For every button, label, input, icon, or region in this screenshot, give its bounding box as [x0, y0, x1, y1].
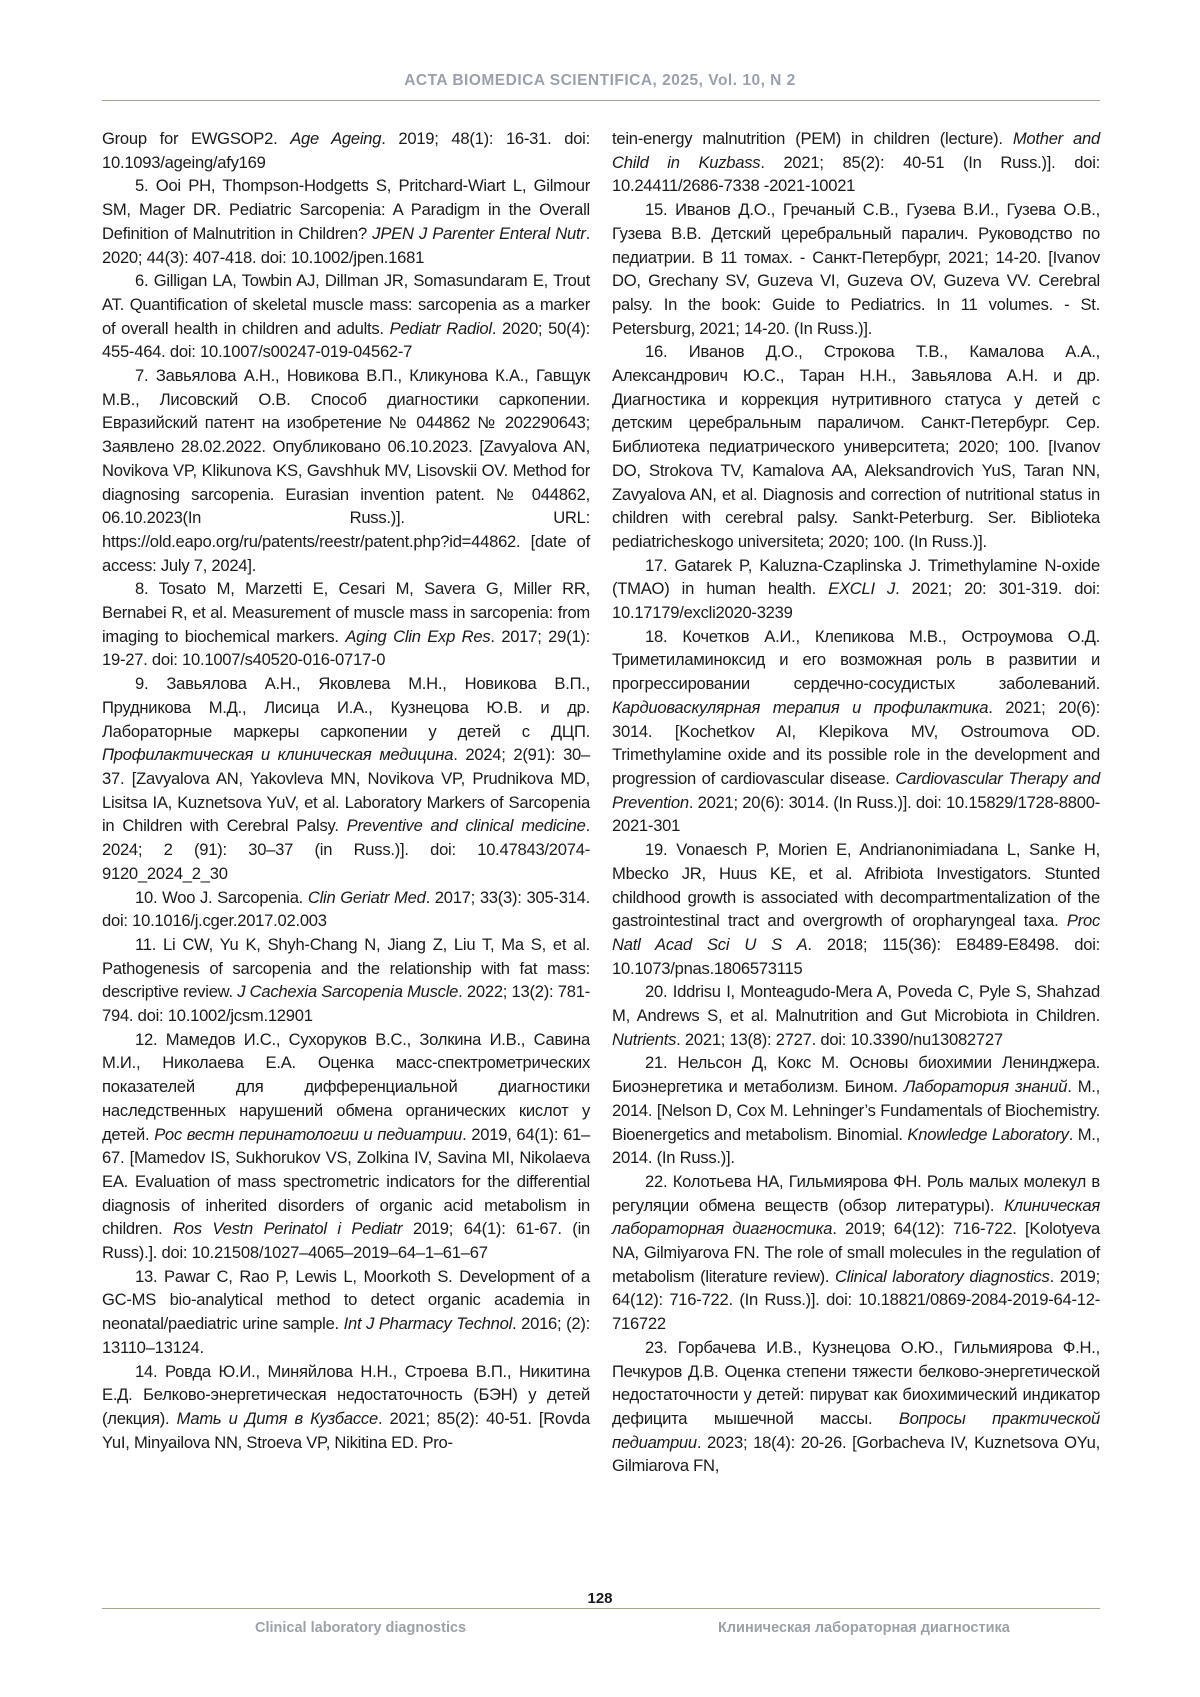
reference-source-title: Nutrients [612, 1029, 677, 1049]
reference-text: . М., 2014. [Nelson D, Cox M. Lehninger’s Fundamentals of Biochemistry. Bioenergetics and metabolism. Binomial. [612, 1077, 1100, 1144]
reference-text: tein-energy malnutrition (PEM) in children (lecture). [612, 129, 1013, 148]
reference-text: . 2021; 85(2): 40-51 (In Russ.)]. doi: 10.24411/2686-7338 -2021-10021 [612, 152, 1100, 196]
reference-source-title: JPEN J Parenter Enteral Nutr [372, 223, 586, 243]
reference-source-title: Proc Natl Acad Sci U S A [612, 911, 1100, 954]
reference-text: . 2019; 48(1): 16-31. doi: 10.1093/ageing/afy169 [102, 129, 590, 172]
reference-entry [612, 554, 1100, 625]
reference-text: 18. Кочетков А.И., Клепикова М.В., Остроумова О.Д. Триметиламиноксид и его возможная роль в развитии и прогрессировании сердечно-сосудистых заболеваний. [612, 626, 1100, 694]
reference-text: 14. Ровда Ю.И., Миняйлова Н.Н., Строева В.П., Никитина Е.Д. Белково-энергетическая недостаточность (БЭН) у детей (лекция). [102, 1361, 590, 1428]
reference-text: . 2021; 85(2): 40-51. [Rovda YuI, Minyailova NN, Stroeva VP, Nikitina ED. Pro- [102, 1408, 590, 1452]
reference-text: . 2016; (2): 13110–13124. [102, 1314, 591, 1357]
footer-journal-title-ru: Клиническая лабораторная диагностика [718, 1620, 1010, 1636]
reference-entry [612, 1051, 1100, 1170]
reference-source-title: Мать и Дитя в Кузбассе [176, 1408, 378, 1428]
references-body [102, 127, 1100, 1589]
reference-entry [612, 1336, 1100, 1478]
reference-text: Group for EWGSOP2. [102, 129, 291, 148]
reference-text: 2019; 64(1): 61-67. (in Russ).]. doi: 10.21508/1027–4065–2019–64–1–61–67 [102, 1219, 590, 1263]
reference-source-title: Рос вестн перинатологии и педиатрии [154, 1124, 463, 1144]
reference-text: 12. Мамедов И.С., Сухоруков В.С., Золкина И.В., Савина М.И., Николаева Е.А. Оценка масс-спектрометрических показателей для дифференциальной диагностики наследственных нарушений обмена органических кислот у детей. [102, 1029, 590, 1144]
reference-text: 21. Нельсон Д, Кокс М. Основы биохимии Ленинджера. Биоэнергетика и метаболизм. Бином. [612, 1053, 1100, 1097]
reference-text: . 2024; 2 (91): 30–37 (in Russ.)]. doi: 10.47843/2074-9120_2024_2_30 [102, 816, 590, 883]
journal-header: ACTA BIOMEDICA SCIENTIFICA, 2025, Vol. 10, N 2 [404, 72, 796, 89]
reference-source-title: Aging Clin Exp Res [345, 626, 491, 646]
reference-text: . 2021; 20(6): 3014. (In Russ.)]. doi: 10.15829/1728-8800-2021-301 [612, 792, 1100, 836]
reference-text: . 2023; 18(4): 20-26. [Gorbacheva IV, Kuznetsova OYu, Gilmiarova FN, [612, 1432, 1100, 1476]
reference-text: 10. Woo J. Sarcopenia. [135, 887, 308, 907]
reference-text: 15. Иванов Д.О., Гречаный С.В., Гузева В.И., Гузева О.В., Гузева В.В. Детский церебральный паралич. Руководство по педиатрии. В 11 томах. - Санкт-Петербург, 2021; 14-20. [Ivanov DO, Grechany SV, Guzeva VI, Guzeva OV, Guzeva VV. Cerebral palsy. In the book: Guide to Pediatrics. In 11 volumes. - St. Petersburg, 2021; 14-20. (In Russ.)]. [612, 200, 1100, 338]
reference-text: 6. Gilligan LA, Towbin AJ, Dillman JR, Somasundaram E, Trout AT. Quantification of skeletal muscle mass: sarcopenia as a marker of overall health in children and adults. [102, 271, 590, 338]
reference-text: . 2021; 20: 301-319. doi: 10.17179/excli2020-3239 [612, 579, 1100, 623]
reference-entry [102, 1360, 590, 1455]
reference-entry [102, 933, 590, 1028]
reference-text: . 2019; 64(12): 716-722. (In Russ.)]. doi: 10.18821/0869-2084-2019-64-12-716722 [612, 1266, 1101, 1334]
reference-entry [102, 127, 590, 174]
reference-entry [612, 625, 1100, 838]
reference-source-title: Mother and Child in Kuzbass [612, 129, 1100, 172]
reference-source-title: EXCLI J [828, 579, 896, 599]
reference-source-title: Preventive and clinical medicine [346, 816, 586, 836]
reference-entry [102, 174, 590, 269]
reference-text: 5. Ooi PH, Thompson-Hodgetts S, Pritchard-Wiart L, Gilmour SM, Mager DR. Pediatric Sarcopenia: A Paradigm in the Overall Definition of Malnutrition in Children? [102, 176, 590, 243]
page-number: 128 [587, 1590, 613, 1607]
reference-entry [102, 1028, 590, 1265]
reference-entry [102, 886, 590, 933]
reference-entry [102, 1265, 590, 1360]
footer-journal-title-en: Clinical laboratory diagnostics [255, 1620, 467, 1636]
reference-entry [612, 980, 1100, 1051]
reference-text: 13. Pawar C, Rao P, Lewis L, Moorkoth S. Development of a GC-MS bio-analytical method to detect organic academia in neonatal/paediatric urine sample. [102, 1266, 590, 1334]
reference-source-title: Knowledge Laboratory [907, 1124, 1069, 1144]
reference-source-title: Cardiovascular Therapy and Prevention [612, 768, 1100, 812]
reference-source-title: Clinical laboratory diagnostics [835, 1266, 1050, 1286]
reference-source-title: Clin Geriatr Med [307, 887, 426, 907]
reference-text: . 2017; 29(1): 19-27. doi: 10.1007/s40520-016-0717-0 [102, 626, 591, 670]
reference-text: . 2021; 13(8): 2727. doi: 10.3390/nu13082727 [676, 1029, 1003, 1049]
reference-text: . 2019; 64(12): 716-722. [Kolotyeva NA, Gilmiyarova FN. The role of small molecules in the regulation of metabolism (literature review). [612, 1219, 1100, 1286]
reference-text: . 2020; 44(3): 407-418. doi: 10.1002/jpen.1681 [102, 223, 590, 267]
reference-text: 23. Горбачева И.В., Кузнецова О.Ю., Гильмиярова Ф.Н., Печкуров Д.В. Оценка степени тяжести белково-энергетической недостаточности у детей: пируват как биохимический индикатор дефицита мышечной массы. [612, 1337, 1100, 1428]
header-divider [102, 100, 1100, 101]
reference-text: 17. Gatarek P, Kaluzna-Czaplinska J. Trimethylamine N-oxide (TMAO) in human health. [612, 555, 1100, 599]
reference-entry [612, 340, 1100, 553]
reference-text: . 2017; 33(3): 305-314. doi: 10.1016/j.cger.2017.02.003 [102, 887, 590, 931]
reference-entry [612, 1170, 1100, 1336]
reference-source-title: Int J Pharmacy Technol [343, 1314, 513, 1334]
reference-text: . M., 2014. (In Russ.)]. [612, 1124, 1100, 1168]
reference-source-title: Age Ageing [290, 129, 382, 148]
reference-text: 9. Завьялова А.Н., Яковлева М.Н., Новикова В.П., Прудникова М.Д., Лисица И.А., Кузнецова Ю.В. и др. Лабораторные маркеры саркопении у детей с ДЦП. [102, 674, 590, 741]
reference-source-title: J Cachexia Sarcopenia Muscle [237, 982, 459, 1002]
reference-entry [102, 269, 590, 364]
reference-entry [102, 577, 590, 672]
reference-text: 16. Иванов Д.О., Строкова Т.В., Камалова А.А., Александрович Ю.С., Таран Н.Н., Завьялова А.Н. и др. Диагностика и коррекция нутритивного статуса у детей с детским церебральным параличом. Санкт-Петербург. Сер. Библиотека педиатрического университета; 2020; 100. [Ivanov DO, Strokova TV, Kamalova AA, Aleksandrovich YuS, Taran NN, Zavyalova AN, et al. Diagnosis and correction of nutritional status in children with cerebral palsy. Sankt-Peterburg. Ser. Biblioteka pediatricheskogo universiteta; 2020; 100. (In Russ.)]. [612, 342, 1100, 551]
reference-source-title: Профилактическая и клиническая медицина [102, 745, 454, 765]
reference-text: 11. Li CW, Yu K, Shyh-Chang N, Jiang Z, Liu T, Ma S, et al. Pathogenesis of sarcopenia and the relationship with fat mass: descriptive review. [102, 934, 590, 1002]
reference-source-title: Клиническая лабораторная диагностика [612, 1195, 1100, 1239]
reference-text: 22. Колотьева НА, Гильмиярова ФН. Роль малых молекул в регуляции обмена веществ (обзор литературы). [612, 1171, 1100, 1215]
reference-text: 20. Iddrisu I, Monteagudo-Mera A, Poveda C, Pyle S, Shahzad M, Andrews S, et al. Malnutrition and Gut Microbiota in Children. [612, 982, 1100, 1026]
reference-entry [612, 198, 1100, 340]
reference-source-title: Ros Vestn Perinatol i Pediatr [173, 1219, 403, 1239]
reference-text: . 2020; 50(4): 455-464. doi: 10.1007/s00247-019-04562-7 [102, 318, 590, 362]
reference-entry [612, 127, 1100, 198]
reference-entry [612, 838, 1100, 980]
left-column [102, 127, 590, 1589]
reference-text: 19. Vonaesch P, Morien E, Andrianonimiadana L, Sanke H, Mbecko JR, Huus KE, et al. Afribiota Investigators. Stunted childhood growth is associated with decompartmentalization of the gastrointestinal tract and overgrowth of oropharyngeal taxa. [612, 840, 1100, 931]
reference-text: . 2024; 2(91): 30–37. [Zavyalova AN, Yakovleva MN, Novikova VP, Prudnikova MD, Lisitsa IA, Kuznetsova YuV, et al. Laboratory Markers of Sarcopenia in Children with Cerebral Palsy. [102, 745, 590, 836]
reference-source-title: Pediatr Radiol [389, 318, 492, 338]
reference-text: . 2019, 64(1): 61–67. [Mamedov IS, Sukhorukov VS, Zolkina IV, Savina MI, Nikolaeva EA. Evaluation of mass spectrometric indicators for the differential diagnosis of inherited disorders of organic acid metabolism in children. [102, 1124, 591, 1239]
reference-entry [102, 672, 590, 885]
reference-source-title: Лаборатория знаний [903, 1077, 1068, 1097]
reference-source-title: Вопросы практической педиатрии [612, 1408, 1100, 1452]
reference-text: 7. Завьялова А.Н., Новикова В.П., Кликунова К.А., Гавщук М.В., Лисовский О.В. Способ диагностики саркопении. Евразийский патент на изобретение № 044862 № 202290643; Заявлено 28.02.2022. Опубликовано 06.10.2023. [Zavyalova AN, Novikova VP, Klikunova KS, Gavshhuk MV, Lisovskii OV. Method for diagnosing sarcopenia. Eurasian invention patent. № 044862, 06.10.2023(In Russ.)]. URL: https://old.eapo.org/ru/patents/reestr/patent.php?id=44862. [date of access: July 7, 2024]. [102, 366, 590, 575]
reference-text: . 2022; 13(2): 781-794. doi: 10.1002/jcsm.12901 [102, 982, 590, 1026]
reference-entry [102, 364, 590, 577]
reference-text: . 2018; 115(36): E8489-E8498. doi: 10.1073/pnas.1806573115 [612, 934, 1100, 978]
reference-source-title: Кардиоваскулярная терапия и профилактика [612, 697, 989, 717]
reference-text: . 2021; 20(6): 3014. [Kochetkov AI, Klepikova MV, Ostroumova OD. Trimethylamine oxide and its possible role in the development and progression of cardiovascular disease. [612, 697, 1100, 788]
reference-text: 8. Tosato M, Marzetti E, Cesari M, Savera G, Miller RR, Bernabei R, et al. Measurement of muscle mass in sarcopenia: from imaging to biochemical markers. [102, 579, 590, 646]
footer-divider [102, 1608, 1100, 1609]
right-column [612, 127, 1100, 1589]
